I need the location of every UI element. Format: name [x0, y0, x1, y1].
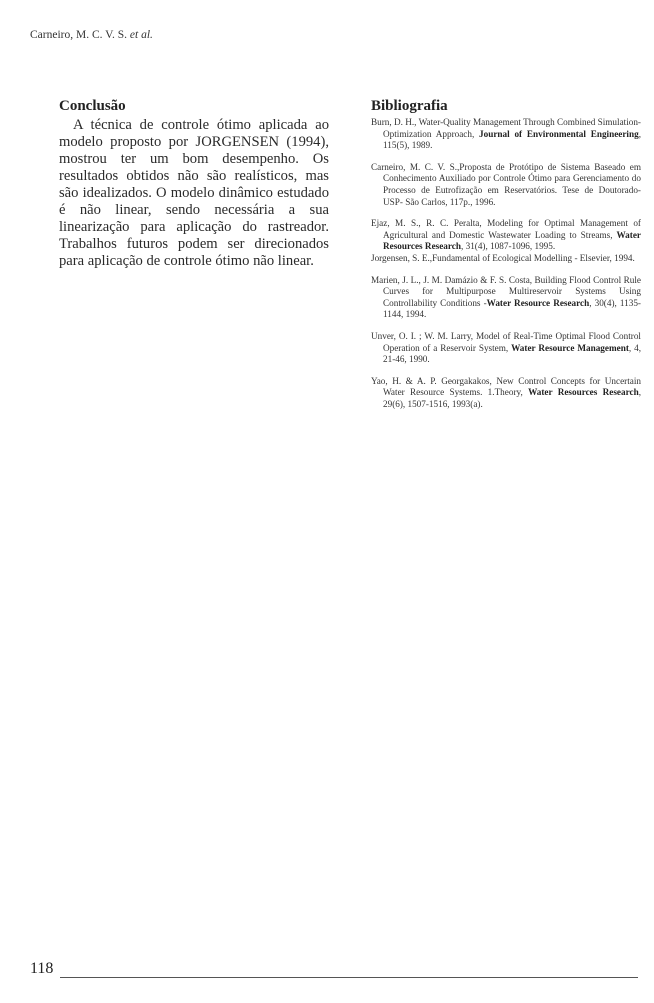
header-etal: et al. [129, 29, 153, 41]
conclusion-text: A técnica de controle ótimo aplicada ao modelo proposto por JORGENSEN (1994), mostrou ter um bom desempenho. Os resultados obtidos não são realísticos, mas são idealizados. O modelo dinâmico estudado é não linear, sendo necessária a sua linearização para aplicação do rastreador. Trabalhos futuros podem ser direcionados para aplicação de controle ótimo não linear. [59, 117, 329, 269]
reference-item: Yao, H. & A. P. Georgakakos, New Control Concepts for Uncertain Water Resource Systems. 1.Theory, Water Resources Research, 29(6), 1507-1516, 1993(a). [371, 375, 641, 409]
reference-list [371, 117, 641, 410]
running-header [30, 29, 153, 41]
bibliography-section [371, 98, 641, 420]
bibliography-title: Bibliografia [371, 98, 448, 114]
header-authors: Carneiro, M. C. V. S. [30, 29, 128, 41]
reference-item: Ejaz, M. S., R. C. Peralta, Modeling for Optimal Management of Agricultural and Domestic Wastewater Loading to Streams, Water Resources Research, 31(4), 1087-1096, 1995. [371, 218, 641, 252]
conclusion-section [59, 98, 329, 270]
reference-item: Unver, O. I. ; W. M. Larry, Model of Real-Time Optimal Flood Control Operation of a Reservoir System, Water Resource Management, 4, 21-46, 1990. [371, 330, 641, 365]
reference-item: Carneiro, M. C. V. S.,Proposta de Protótipo de Sistema Baseado em Conhecimento Auxiliado por Controle Ótimo para Gerenciamento do Processo de Eutrofização em Reservatórios. Tese de Doutorado- USP- São Carlos, 117p., 1996. [371, 161, 641, 207]
reference-item: Jorgensen, S. E.,Fundamental of Ecological Modelling - Elsevier, 1994. [371, 252, 635, 263]
footer-rule [60, 977, 638, 978]
page-number: 118 [30, 960, 54, 977]
conclusion-title: Conclusão [59, 98, 126, 114]
reference-item: Marien, J. L., J. M. Damázio & F. S. Costa, Building Flood Control Rule Curves for Multipurpose Multireservoir Systems Using Controllability Conditions -Water Resource Research, 30(4), 1135-1144, 1994. [371, 274, 641, 320]
reference-item: Burn, D. H., Water-Quality Management Through Combined Simulation-Optimization Approach, Journal of Environmental Engineering, 115(5), 1989. [371, 117, 641, 151]
